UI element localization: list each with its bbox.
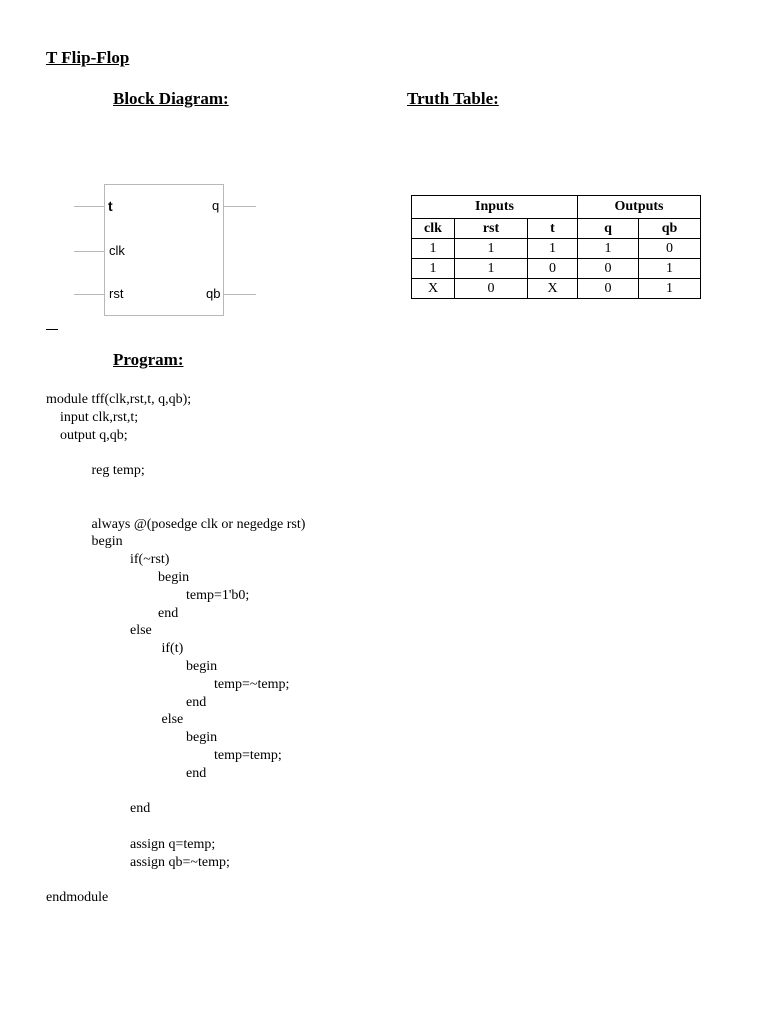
pin-q-label: q <box>212 198 220 213</box>
table-cell: X <box>412 279 455 299</box>
program-heading: Program: <box>113 350 184 369</box>
truth-table-header-row <box>412 219 701 239</box>
pin-qb-label: qb <box>206 286 221 301</box>
code-line: reg temp; <box>46 463 145 479</box>
table-cell: 1 <box>528 239 578 259</box>
program-code <box>46 391 305 907</box>
table-cell: X <box>528 279 578 299</box>
code-line: temp=temp; <box>46 747 282 763</box>
pin-t-label: t <box>108 198 113 214</box>
code-line: output q,qb; <box>46 427 128 443</box>
column-header: qb <box>639 219 701 239</box>
table-cell: 0 <box>578 259 639 279</box>
qb-output-wire <box>224 294 256 295</box>
stray-underline-mark <box>46 329 58 330</box>
table-row <box>412 239 701 259</box>
truth-table-group-row <box>412 196 701 219</box>
code-line: endmodule <box>46 890 109 906</box>
table-cell: 1 <box>412 259 455 279</box>
code-line <box>46 872 305 890</box>
column-header: rst <box>455 219 528 239</box>
t-input-wire <box>74 206 104 207</box>
inputs-group-header: Inputs <box>412 196 578 219</box>
code-line: assign qb=~temp; <box>46 854 230 870</box>
code-line <box>46 498 305 516</box>
pin-rst-label: rst <box>109 286 124 301</box>
code-line: if(~rst) <box>46 552 170 568</box>
table-cell: 1 <box>412 239 455 259</box>
code-line: if(t) <box>46 641 184 657</box>
code-line: begin <box>46 534 123 550</box>
table-cell: 0 <box>639 239 701 259</box>
code-line: end <box>46 694 207 710</box>
table-cell: 0 <box>578 279 639 299</box>
pin-clk-label: clk <box>109 243 125 258</box>
table-cell: 0 <box>528 259 578 279</box>
clk-input-wire <box>74 251 104 252</box>
truth-table-heading: Truth Table: <box>407 89 499 108</box>
rst-input-wire <box>74 294 104 295</box>
code-line <box>46 818 305 836</box>
page-title: T Flip-Flop <box>46 48 130 67</box>
column-header: q <box>578 219 639 239</box>
code-line <box>46 444 305 462</box>
code-line: end <box>46 801 151 817</box>
code-line: else <box>46 712 184 728</box>
code-line: module tff(clk,rst,t, q,qb); <box>46 392 192 407</box>
table-cell: 1 <box>639 279 701 299</box>
table-row <box>412 259 701 279</box>
table-cell: 1 <box>639 259 701 279</box>
code-line: always @(posedge clk or negedge rst) <box>46 516 306 532</box>
code-line: begin <box>46 569 190 585</box>
code-line: end <box>46 765 207 781</box>
column-header: t <box>528 219 578 239</box>
table-cell: 1 <box>578 239 639 259</box>
code-line: end <box>46 605 179 621</box>
block-diagram-heading: Block Diagram: <box>113 89 229 108</box>
code-line <box>46 783 305 801</box>
code-line: input clk,rst,t; <box>46 409 139 425</box>
code-line <box>46 480 305 498</box>
code-line: temp=~temp; <box>46 676 290 692</box>
column-header: clk <box>412 219 455 239</box>
code-line: assign q=temp; <box>46 836 216 852</box>
table-cell: 1 <box>455 259 528 279</box>
code-line: begin <box>46 730 218 746</box>
code-line: temp=1'b0; <box>46 587 250 603</box>
q-output-wire <box>224 206 256 207</box>
outputs-group-header: Outputs <box>578 196 701 219</box>
code-line: else <box>46 623 152 639</box>
table-row <box>412 279 701 299</box>
truth-table <box>411 195 701 299</box>
table-cell: 0 <box>455 279 528 299</box>
code-line: begin <box>46 658 218 674</box>
table-cell: 1 <box>455 239 528 259</box>
